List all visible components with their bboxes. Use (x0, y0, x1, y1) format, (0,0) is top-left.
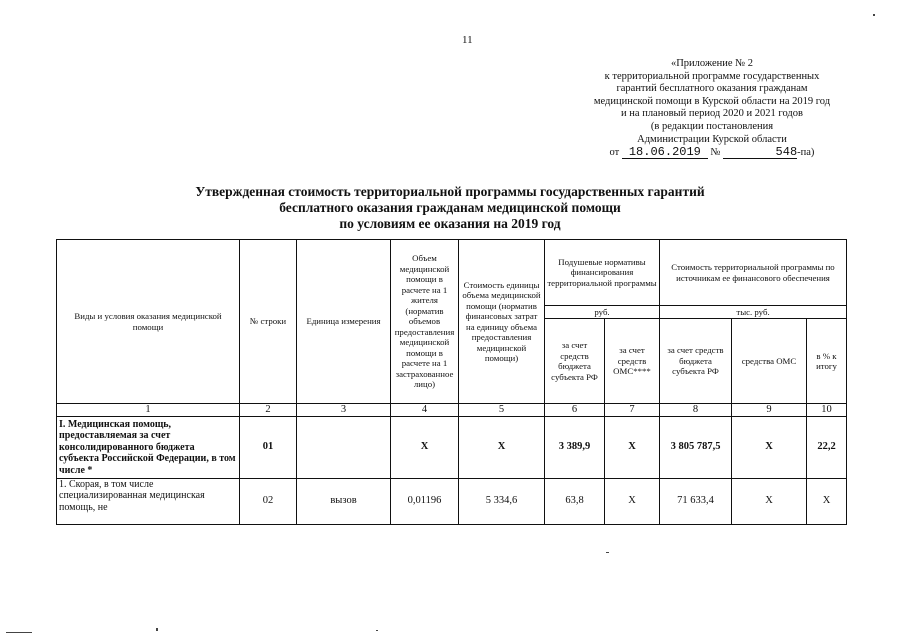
row-oms-funds: Х (605, 479, 660, 525)
appendix-line: (в редакции постановления (650, 120, 774, 132)
column-number: 10 (807, 404, 847, 417)
appendix-line: гарантий бесплатного оказания гражданам (616, 83, 808, 95)
scan-speck (606, 552, 609, 553)
column-number: 9 (732, 404, 807, 417)
row-percent: Х (807, 479, 847, 525)
row-number: 01 (240, 417, 297, 479)
appendix-header (562, 58, 862, 160)
cost-table (56, 239, 847, 525)
row-budget: 63,8 (545, 479, 605, 525)
row-name: 1. Скорая, в том числе специализированная медицинская помощь, не (57, 479, 240, 525)
row-oms-funds: Х (605, 417, 660, 479)
table-row (57, 417, 847, 479)
header-oms: средства ОМС (732, 319, 807, 404)
scan-speck (156, 628, 158, 631)
header-row-no: № строки (240, 240, 297, 404)
header-unit: Единица измерения (297, 240, 391, 404)
decree-suffix: -па) (797, 147, 815, 159)
row-cost: Х (459, 417, 545, 479)
row-name: I. Медицинская помощь, предоставляемая за счет консолидированного бюджета субъекта Российской Федерации, в том числе * (57, 417, 240, 479)
decree-number: 548 (723, 146, 797, 159)
from-label: от (609, 147, 620, 159)
decree-date-line (562, 146, 862, 160)
number-label: № (710, 147, 721, 159)
appendix-line: медицинской помощи в Курской области на 2019 год (593, 95, 831, 107)
title-line-1: Утвержденная стоимость территориальной программы государственных гарантий (195, 184, 705, 199)
table-row (57, 479, 847, 525)
header-percent: в % к итогу (807, 319, 847, 404)
row-budget-total: 71 633,4 (660, 479, 732, 525)
header-budget: за счет средств бюджета субъекта РФ (545, 319, 605, 404)
row-oms: Х (732, 479, 807, 525)
header-total-cost: Стоимость территориальной программы по источникам ее финансового обеспечения (660, 240, 847, 306)
decree-date: 18.06.2019 (622, 146, 708, 159)
title-line-2: бесплатного оказания гражданам медицинской помощи (279, 200, 621, 215)
header-kind: Виды и условия оказания медицинской помощи (57, 240, 240, 404)
row-budget: 3 389,9 (545, 417, 605, 479)
column-number: 8 (660, 404, 732, 417)
header-volume: Объем медицинской помощи в расчете на 1 жителя (норматив объемов предоставления медицинской помощи в расчете на 1 застрахованное лицо) (391, 240, 459, 404)
row-unit: вызов (297, 479, 391, 525)
header-cost: Стоимость единицы объема медицинской помощи (норматив финансовых затрат на единицу объема предоставления медицинской помощи) (459, 240, 545, 404)
column-number: 5 (459, 404, 545, 417)
column-number: 3 (297, 404, 391, 417)
row-volume: 0,01196 (391, 479, 459, 525)
header-rub: руб. (545, 306, 660, 319)
page-number: 11 (462, 34, 473, 46)
row-number: 02 (240, 479, 297, 525)
column-number: 2 (240, 404, 297, 417)
row-unit (297, 417, 391, 479)
column-number: 7 (605, 404, 660, 417)
document-title (150, 184, 750, 232)
scan-speck (6, 632, 32, 633)
header-thous-rub: тыс. руб. (660, 306, 847, 319)
appendix-line: и на плановый период 2020 и 2021 годов (621, 108, 803, 120)
appendix-line: к территориальной программе государственных (604, 70, 820, 82)
row-percent: 22,2 (807, 417, 847, 479)
appendix-line: «Приложение № 2 (670, 58, 754, 69)
row-budget-total: 3 805 787,5 (660, 417, 732, 479)
row-cost: 5 334,6 (459, 479, 545, 525)
appendix-line: Администрации Курской области (637, 133, 787, 145)
header-per-capita: Подушевые нормативы финансирования территориальной программы (545, 240, 660, 306)
column-number: 6 (545, 404, 605, 417)
row-volume: Х (391, 417, 459, 479)
title-line-3: по условиям ее оказания на 2019 год (339, 216, 561, 231)
scan-speck (376, 630, 378, 631)
header-oms-funds: за счет средств ОМС**** (605, 319, 660, 404)
row-oms: Х (732, 417, 807, 479)
column-number: 4 (391, 404, 459, 417)
column-number: 1 (57, 404, 240, 417)
scan-speck (873, 14, 875, 16)
header-budget-total: за счет средств бюджета субъекта РФ (660, 319, 732, 404)
